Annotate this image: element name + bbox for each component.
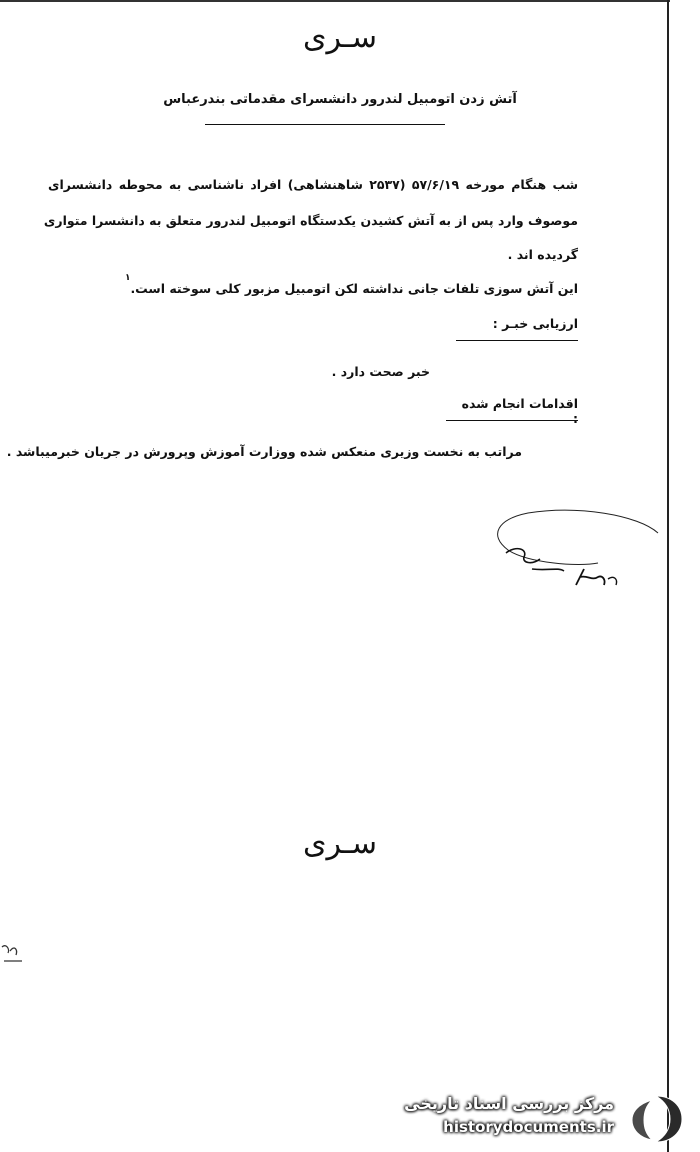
body-line-4-text: این آتش سوزی تلفات جانی نداشته لکن اتومبیل مزبور کلی سوخته است. (130, 281, 578, 296)
page-top-edge (0, 0, 670, 2)
document-title: آتش زدن اتومبیل لندرور دانشسرای مقدماتی بندرعباس (163, 92, 517, 107)
classification-footer: سـری (303, 826, 377, 861)
title-underline (205, 124, 445, 125)
footnote-marker: ۱ (124, 273, 131, 283)
body-line-4 (124, 273, 578, 296)
archive-watermark (404, 1090, 694, 1146)
margin-handwriting (0, 935, 24, 965)
evaluation-heading: ارزیابی خبـر : (492, 316, 578, 331)
classification-header: سـری (303, 20, 377, 55)
actions-text: مراتب به نخست وزیری منعکس شده ووزارت آموزش وپرورش در جریان خبرمیباشد . (6, 444, 522, 459)
body-line-2: موصوف وارد پس از به آتش کشیدن یکدستگاه اتومبیل لندرور متعلق به دانشسرا متواری (43, 213, 578, 228)
handwritten-signature (488, 505, 668, 600)
watermark-name: مرکز بررسی اسناد تاریخی (404, 1094, 614, 1113)
archive-logo-icon (626, 1092, 686, 1144)
body-line-1: شب هنگام مورخه ۵۷/۶/۱۹ (۲۵۳۷ شاهنشاهی) افراد ناشناسی به محوطه دانشسرای (48, 177, 578, 192)
actions-heading: اقدامات انجام شده : (461, 396, 578, 426)
body-line-3: گردیده اند . (507, 247, 578, 262)
watermark-url: historydocuments.ir (443, 1118, 614, 1136)
actions-heading-rule (446, 420, 578, 421)
evaluation-heading-rule (456, 340, 578, 341)
evaluation-text: خبر صحت دارد . (331, 364, 430, 379)
